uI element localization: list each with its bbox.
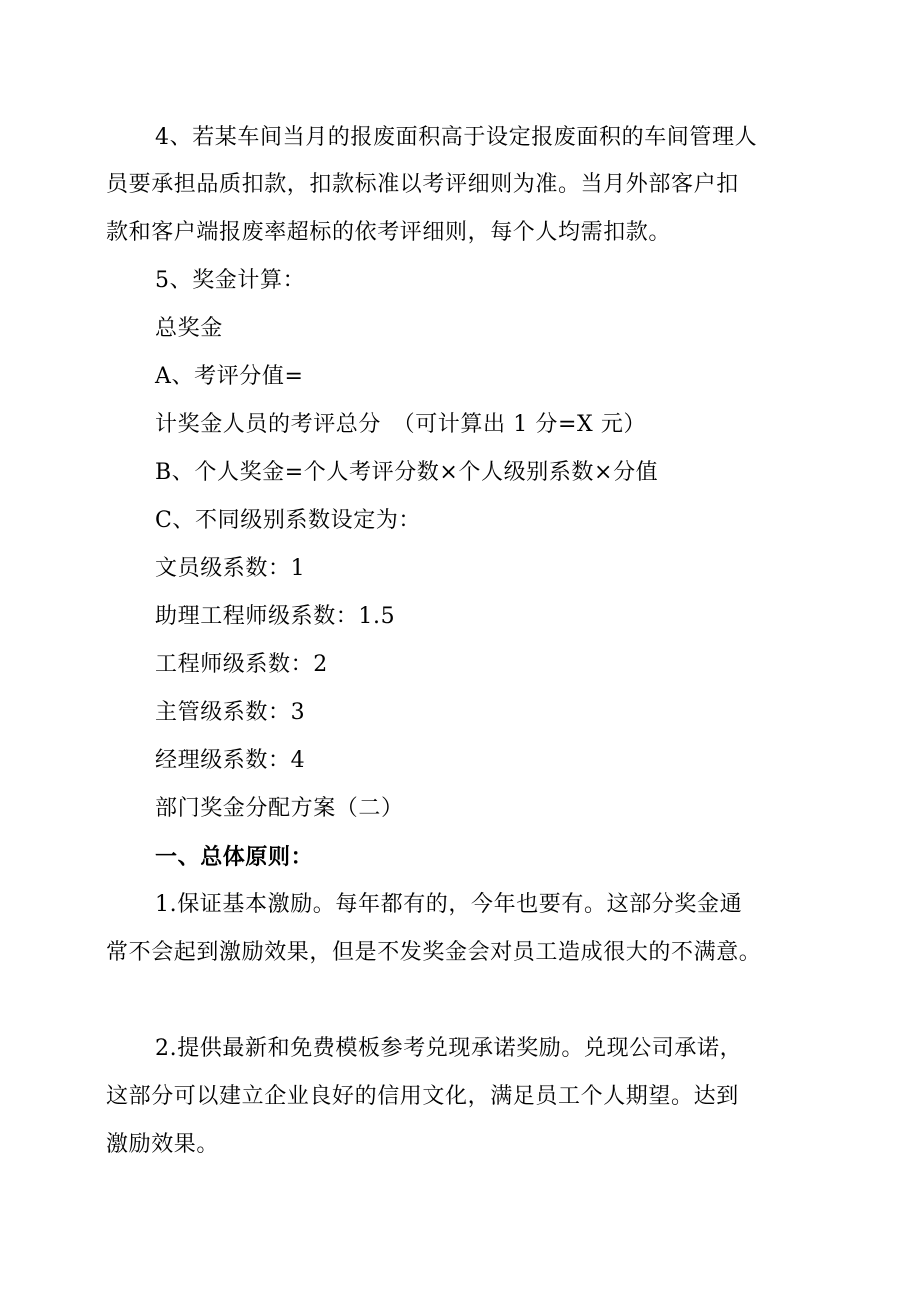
- coefficient-engineer: 工程师级系数：2: [155, 652, 328, 677]
- coefficient-manager: 经理级系数：4: [155, 748, 306, 773]
- principle2-line2: 这部分可以建立企业良好的信用文化，满足员工个人期望。达到: [106, 1084, 739, 1109]
- principle2-line3: 激励效果。: [106, 1132, 220, 1157]
- principle1-line2: 常不会起到激励效果，但是不发奖金会对员工造成很大的不满意。: [106, 940, 762, 965]
- coefficient-assistant-engineer: 助理工程师级系数：1.5: [155, 604, 396, 629]
- item4-line2: 员要承担品质扣款，扣款标准以考评细则为准。当月外部客户扣: [106, 172, 739, 197]
- coefficient-clerk: 文员级系数：1: [155, 556, 306, 581]
- principle2-line1: 2.提供最新和免费模板参考兑现承诺奖励。兑现公司承诺，: [155, 1036, 743, 1061]
- formula-b: B、个人奖金=个人考评分数×个人级别系数×分值: [155, 460, 659, 485]
- principle1-line1: 1.保证基本激励。每年都有的，今年也要有。这部分奖金通: [155, 892, 743, 917]
- formula-a: A、考评分值=: [155, 364, 304, 389]
- formula-c: C、不同级别系数设定为：: [155, 508, 422, 533]
- total-bonus-label: 总奖金: [155, 316, 223, 341]
- plan2-title: 部门奖金分配方案（二）: [155, 796, 404, 821]
- item4-line1: 4、若某车间当月的报废面积高于设定报废面积的车间管理人: [155, 125, 758, 150]
- item4-line3: 款和客户端报废率超标的依考评细则，每个人均需扣款。: [106, 220, 672, 245]
- formula-a-detail: 计奖金人员的考评总分 （可计算出 1 分=X 元）: [155, 412, 647, 437]
- coefficient-supervisor: 主管级系数：3: [155, 700, 306, 725]
- item5-title: 5、奖金计算：: [155, 268, 306, 293]
- section1-heading: 一、总体原则：: [155, 844, 314, 870]
